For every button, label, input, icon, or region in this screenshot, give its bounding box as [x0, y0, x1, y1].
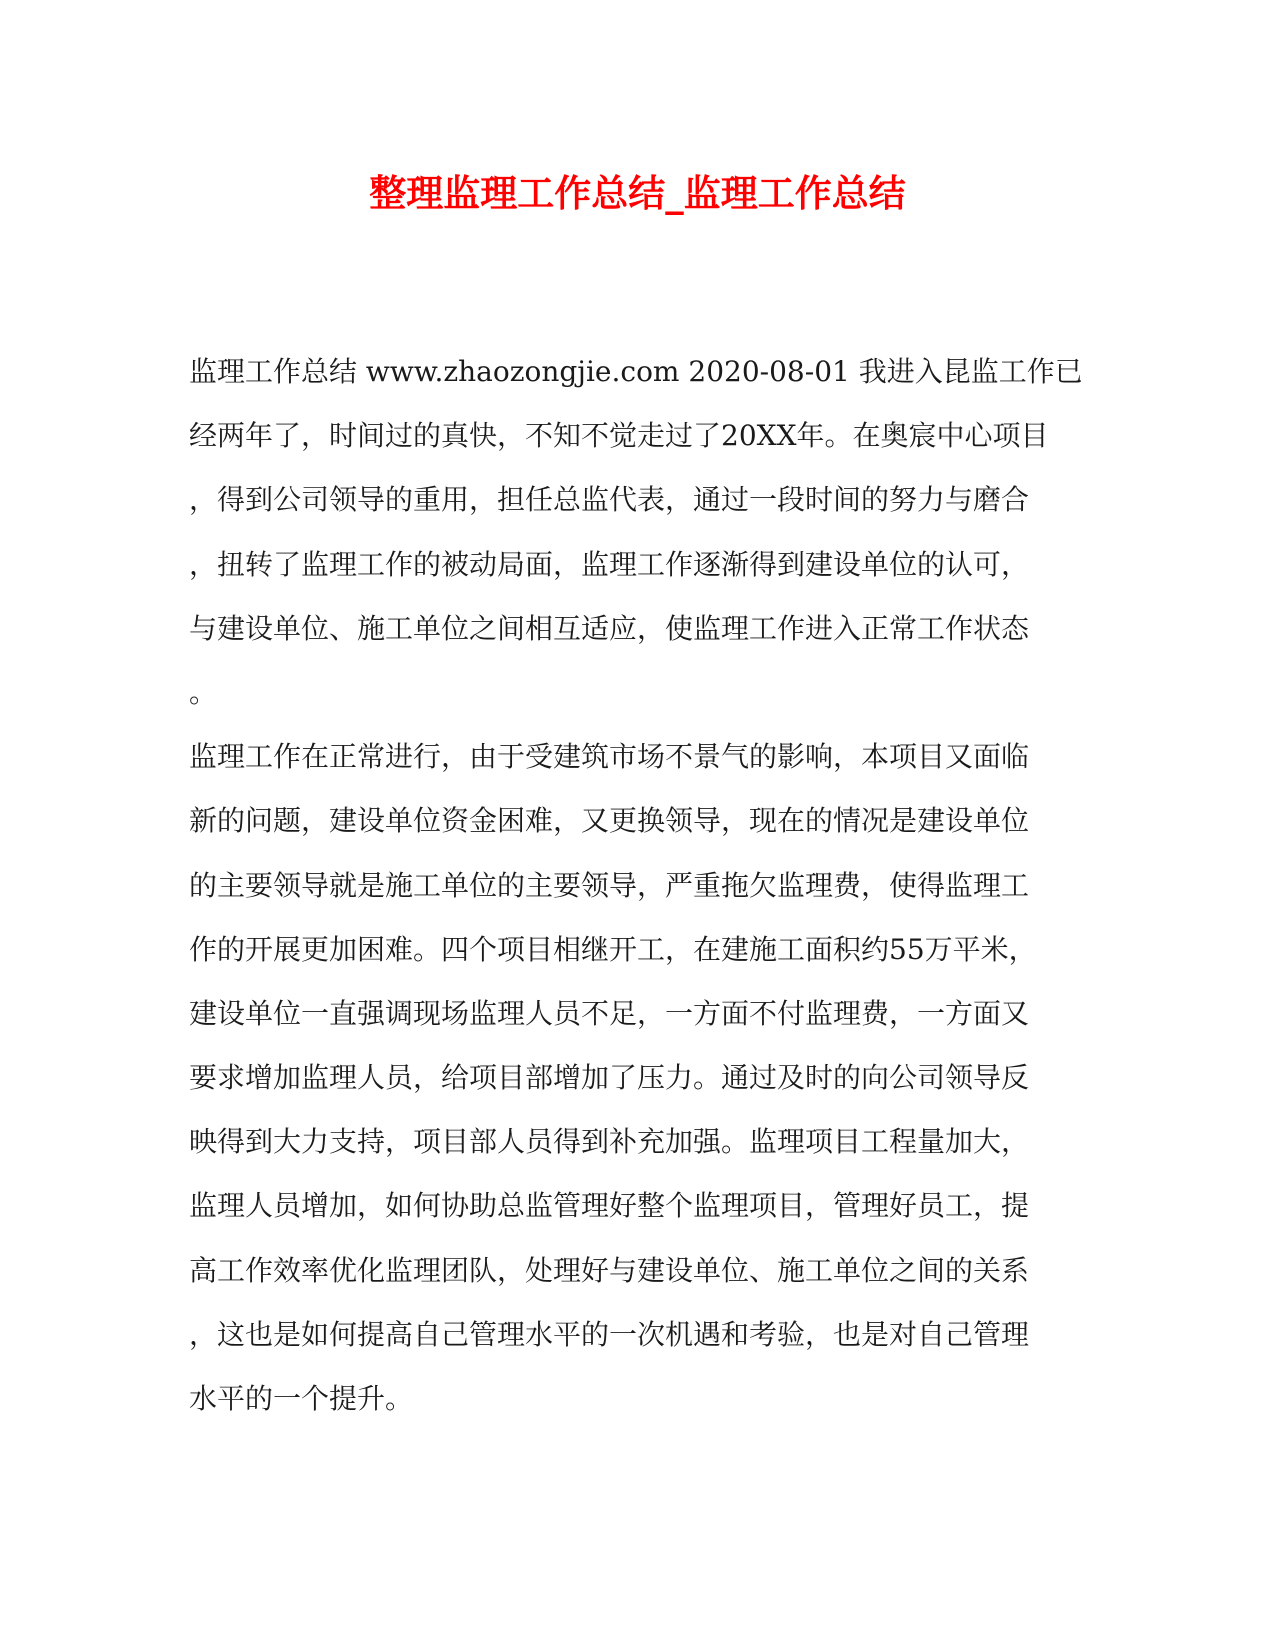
body-line: 要求增加监理人员，给项目部增加了压力。通过及时的向公司领导反	[189, 1061, 1030, 1095]
body-line: 监理人员增加，如何协助总监管理好整个监理项目，管理好员工，提	[189, 1189, 1030, 1223]
body-line: ，扭转了监理工作的被动局面，监理工作逐渐得到建设单位的认可，	[189, 547, 1030, 581]
body-line: 建设单位一直强调现场监理人员不足，一方面不付监理费，一方面又	[189, 996, 1030, 1030]
document-body	[189, 350, 1089, 1441]
body-line: 。	[189, 675, 218, 709]
body-line: 新的问题，建设单位资金困难，又更换领导，现在的情况是建设单位	[189, 804, 1030, 838]
body-line: 作的开展更加困难。四个项目相继开工，在建施工面积约55万平米，	[189, 932, 1037, 966]
body-line: 经两年了，时间过的真快，不知不觉走过了20XX年。在奥宸中心项目	[189, 419, 1049, 453]
body-line: 监理工作在正常进行，由于受建筑市场不景气的影响，本项目又面临	[189, 740, 1030, 774]
body-line: ，这也是如何提高自己管理水平的一次机遇和考验，也是对自己管理	[189, 1317, 1030, 1351]
body-line: 高工作效率优化监理团队，处理好与建设单位、施工单位之间的关系	[189, 1253, 1030, 1287]
body-line: 映得到大力支持，项目部人员得到补充加强。监理项目工程量加大，	[189, 1125, 1030, 1159]
body-line: 监理工作总结 www.zhaozongjie.com 2020-08-01 我进入昆监工作已	[189, 355, 1083, 388]
body-line: 水平的一个提升。	[189, 1382, 414, 1415]
body-line: 的主要领导就是施工单位的主要领导，严重拖欠监理费，使得监理工	[189, 868, 1030, 902]
body-line: ，得到公司领导的重用，担任总监代表，通过一段时间的努力与磨合	[189, 483, 1030, 517]
document-title: 整理监理工作总结_监理工作总结	[369, 171, 906, 215]
body-line: 与建设单位、施工单位之间相互适应，使监理工作进入正常工作状态	[189, 611, 1030, 645]
